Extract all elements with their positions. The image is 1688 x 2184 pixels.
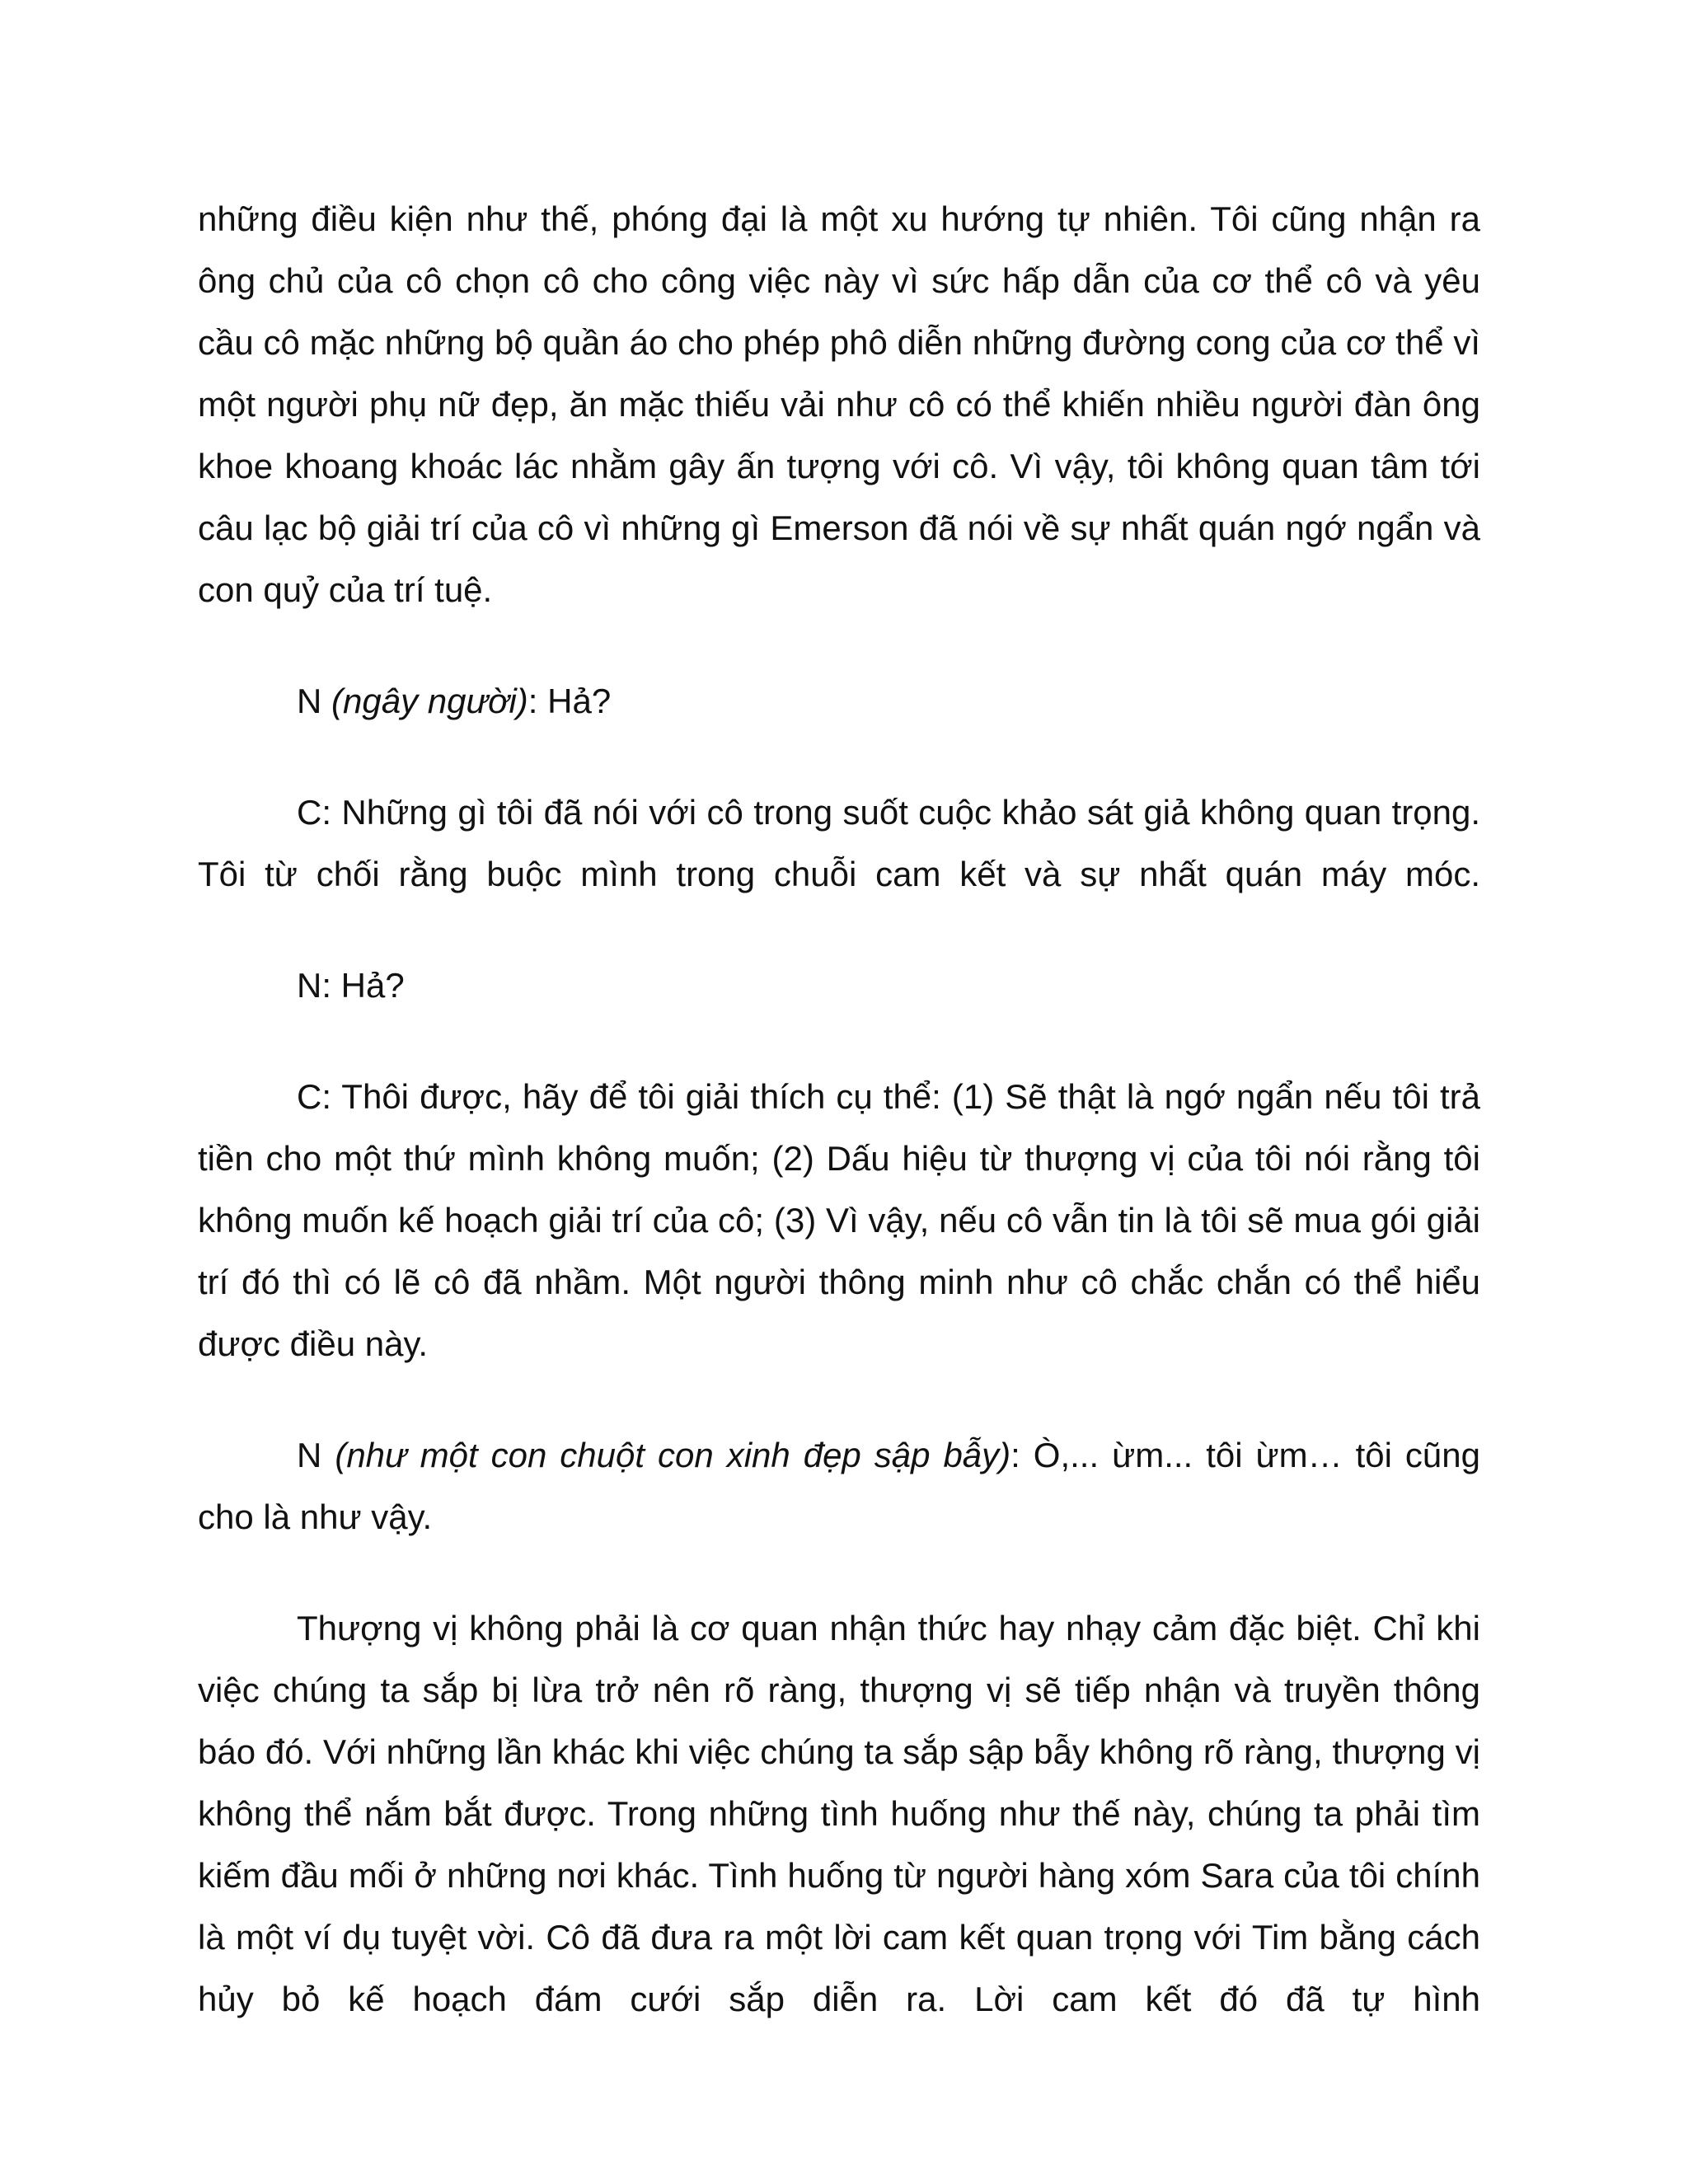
stage-direction: (như một con chuột con xinh đẹp sập bẫy) bbox=[335, 1436, 1011, 1474]
dialogue-text: : Ò,... ừm... tôi ừm… tôi cũng cho là như vậy. bbox=[198, 1436, 1481, 1536]
paragraph-7: Thượng vị không phải là cơ quan nhận thức hay nhạy cảm đặc biệt. Chỉ khi việc chúng ta sắp bị lừa trở nên rõ ràng, thượng vị sẽ tiếp nhận và truyền thông báo đó. Với những lần khác khi việc chúng ta sắp sập bẫy không rõ ràng, thượng vị không thể nắm bắt được. Trong những tình huống như thế này, chúng ta phải tìm kiếm đầu mối ở những nơi khác. Tình huống từ người hàng xóm Sara của tôi chính là một ví dụ tuyệt vời. Cô đã đưa ra một lời cam kết quan trọng với Tim bằng cách hủy bỏ kế hoạch đám cưới sắp diễn ra. Lời cam kết đó đã tự hình bbox=[198, 1609, 1480, 2018]
document-page bbox=[198, 188, 1480, 2030]
paragraph-gap bbox=[198, 905, 1480, 954]
paragraph-gap bbox=[198, 621, 1480, 670]
paragraph-gap bbox=[198, 1016, 1480, 1066]
paragraph-4: N: Hả? bbox=[297, 966, 405, 1005]
paragraph-1: những điều kiện như thế, phóng đại là một xu hướng tự nhiên. Tôi cũng nhận ra ông chủ của cô chọn cô cho công việc này vì sức hấp dẫn của cơ thể cô và yêu cầu cô mặc những bộ quần áo cho phép phô diễn những đường cong của cơ thể vì một người phụ nữ đẹp, ăn mặc thiếu vải như cô có thể khiến nhiều người đàn ông khoe khoang khoác lác nhằm gây ấn tượng với cô. Vì vậy, tôi không quan tâm tới câu lạc bộ giải trí của cô vì những gì Emerson đã nói về sự nhất quán ngớ ngẩn và con quỷ của trí tuệ. bbox=[198, 199, 1480, 609]
stage-direction: (ngây người) bbox=[331, 682, 528, 720]
paragraph-gap bbox=[198, 1375, 1480, 1424]
paragraph-5: C: Thôi được, hãy để tôi giải thích cụ thể: (1) Sẽ thật là ngớ ngẩn nếu tôi trả tiền cho một thứ mình không muốn; (2) Dấu hiệu từ thượng vị của tôi nói rằng tôi không muốn kế hoạch giải trí của cô; (3) Vì vậy, nếu cô vẫn tin là tôi sẽ mua gói giải trí đó thì có lẽ cô đã nhầm. Một người thông minh như cô chắc chắn có thể hiểu được điều này. bbox=[198, 1077, 1480, 1363]
paragraph-3: C: Những gì tôi đã nói với cô trong suốt cuộc khảo sát giả không quan trọng. Tôi từ chối rằng buộc mình trong chuỗi cam kết và sự nhất quán máy móc. bbox=[198, 793, 1480, 893]
speaker-label: N bbox=[297, 1436, 322, 1474]
paragraph-2 bbox=[198, 670, 1480, 732]
paragraph-6 bbox=[198, 1424, 1480, 1548]
speaker-label: N bbox=[297, 682, 322, 720]
dialogue-text: : Hả? bbox=[528, 682, 612, 720]
paragraph-gap bbox=[198, 1548, 1480, 1597]
paragraph-gap bbox=[198, 732, 1480, 781]
